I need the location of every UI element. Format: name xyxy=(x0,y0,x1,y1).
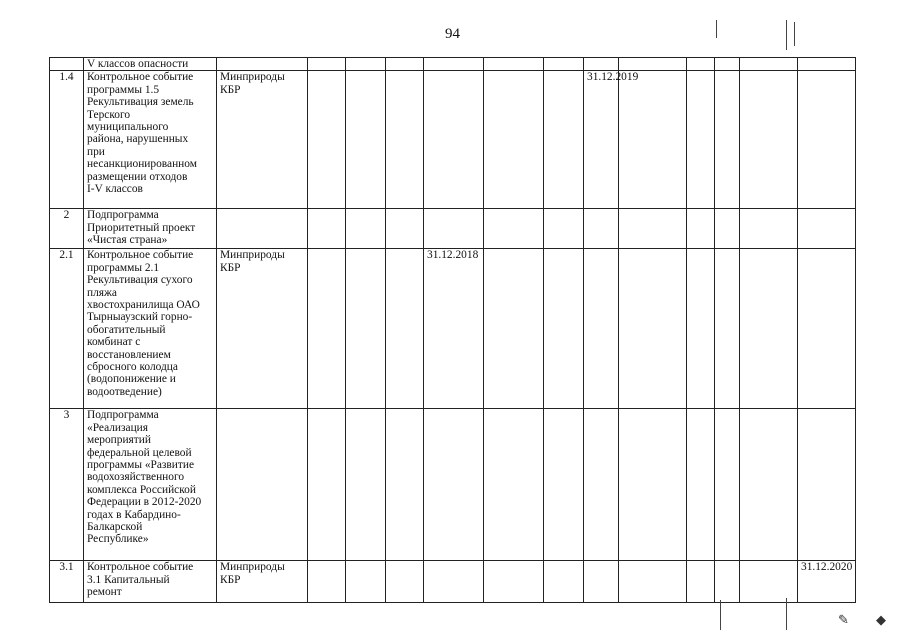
event-name-cell: Подпрограмма «Реализация мероприятий федеральной целевой программы «Развитие водохозяйственного комплекса Российской Федерации в 2012-2020 годах в Кабардино- Балкарской Республике» xyxy=(84,409,217,561)
table-cell xyxy=(346,249,386,409)
deadline-date-cell: 31.12.2019 xyxy=(584,71,619,209)
table-cell xyxy=(424,409,484,561)
table-row xyxy=(50,71,856,209)
row-number: 2 xyxy=(50,209,84,249)
table-cell xyxy=(798,209,856,249)
scan-noise-line xyxy=(786,598,787,630)
table-cell xyxy=(484,409,544,561)
table-cell xyxy=(715,561,740,603)
table-cell xyxy=(484,249,544,409)
table-cell xyxy=(740,58,798,71)
row-number: 3 xyxy=(50,409,84,561)
table-cell xyxy=(687,71,715,209)
table-cell xyxy=(424,58,484,71)
executor-cell: Минприроды КБР xyxy=(217,561,308,603)
event-name-cell: Подпрограмма Приоритетный проект «Чистая страна» xyxy=(84,209,217,249)
scan-noise-line xyxy=(794,22,795,46)
executor-cell: Минприроды КБР xyxy=(217,249,308,409)
table-cell xyxy=(715,209,740,249)
table-row xyxy=(50,209,856,249)
table-cell xyxy=(740,71,798,209)
table-cell xyxy=(619,209,687,249)
event-name-cell: Контрольное событие 3.1 Капитальный ремонт xyxy=(84,561,217,603)
table-cell xyxy=(386,58,424,71)
table-cell xyxy=(715,58,740,71)
table-cell xyxy=(346,58,386,71)
table-cell xyxy=(424,71,484,209)
table-cell xyxy=(584,58,619,71)
table-cell xyxy=(346,561,386,603)
table-cell xyxy=(544,409,584,561)
table-cell xyxy=(619,249,687,409)
scan-noise-line xyxy=(786,20,787,50)
scan-mark-icon: ✎ xyxy=(838,612,849,627)
table-cell xyxy=(386,209,424,249)
table-cell xyxy=(346,71,386,209)
table-row xyxy=(50,409,856,561)
table-cell xyxy=(740,561,798,603)
table-cell xyxy=(544,71,584,209)
table-cell xyxy=(386,71,424,209)
table-cell xyxy=(386,249,424,409)
event-name-cell: Контрольное событие программы 2.1 Рекультивация сухого пляжа хвостохранилища ОАО Тырныаузский горно- обогатительный комбинат с восстановлением сбросного колодца (водопонижение и водоотведение) xyxy=(84,249,217,409)
scan-noise-line xyxy=(716,20,717,38)
table-cell xyxy=(740,249,798,409)
table-cell xyxy=(308,409,346,561)
table-cell xyxy=(619,561,687,603)
table-cell xyxy=(484,209,544,249)
event-name-cell: Контрольное событие программы 1.5 Рекультивация земель Терского муниципального района, нарушенных при несанкционированном размещении отходов I-V классов xyxy=(84,71,217,209)
table-cell xyxy=(798,409,856,561)
page-number: 94 xyxy=(445,26,460,42)
table-cell xyxy=(308,58,346,71)
executor-cell: Минприроды КБР xyxy=(217,71,308,209)
table-cell xyxy=(715,409,740,561)
row-number: 2.1 xyxy=(50,249,84,409)
row-number: 1.4 xyxy=(50,71,84,209)
row-number xyxy=(50,58,84,71)
table-cell xyxy=(798,71,856,209)
table-cell xyxy=(484,561,544,603)
table-cell xyxy=(308,71,346,209)
table-cell xyxy=(484,58,544,71)
table-row xyxy=(50,561,856,603)
table-cell xyxy=(308,249,346,409)
table-cell xyxy=(687,58,715,71)
table-cell xyxy=(798,58,856,71)
table-cell xyxy=(798,249,856,409)
table-cell xyxy=(346,409,386,561)
table-cell xyxy=(584,409,619,561)
table-cell xyxy=(544,58,584,71)
table-cell xyxy=(584,209,619,249)
table-cell xyxy=(386,561,424,603)
executor-cell xyxy=(217,409,308,561)
table-cell xyxy=(544,249,584,409)
table-cell xyxy=(619,58,687,71)
deadline-date-cell: 31.12.2018 xyxy=(424,249,484,409)
table-cell xyxy=(740,409,798,561)
table-cell xyxy=(308,561,346,603)
event-name-cell: V классов опасности xyxy=(84,58,217,71)
row-number: 3.1 xyxy=(50,561,84,603)
table-cell xyxy=(544,209,584,249)
table-row xyxy=(50,249,856,409)
executor-cell xyxy=(217,209,308,249)
scan-mark-icon: ◆ xyxy=(876,612,886,627)
table-cell xyxy=(584,561,619,603)
table-cell xyxy=(687,561,715,603)
scan-noise-line xyxy=(720,600,721,630)
deadline-date-cell: 31.12.2020 xyxy=(798,561,856,603)
table-cell xyxy=(619,409,687,561)
table-cell xyxy=(544,561,584,603)
table-cell xyxy=(715,249,740,409)
table-cell xyxy=(687,209,715,249)
table-cell xyxy=(687,409,715,561)
table-cell xyxy=(346,209,386,249)
table-cell xyxy=(619,71,687,209)
table-cell xyxy=(308,209,346,249)
table-cell xyxy=(424,561,484,603)
table-cell xyxy=(484,71,544,209)
table-cell xyxy=(584,249,619,409)
table-cell xyxy=(740,209,798,249)
table-row xyxy=(50,58,856,71)
control-events-table xyxy=(49,57,856,603)
executor-cell xyxy=(217,58,308,71)
table-cell xyxy=(386,409,424,561)
table-cell xyxy=(715,71,740,209)
table-cell xyxy=(687,249,715,409)
table-cell xyxy=(424,209,484,249)
